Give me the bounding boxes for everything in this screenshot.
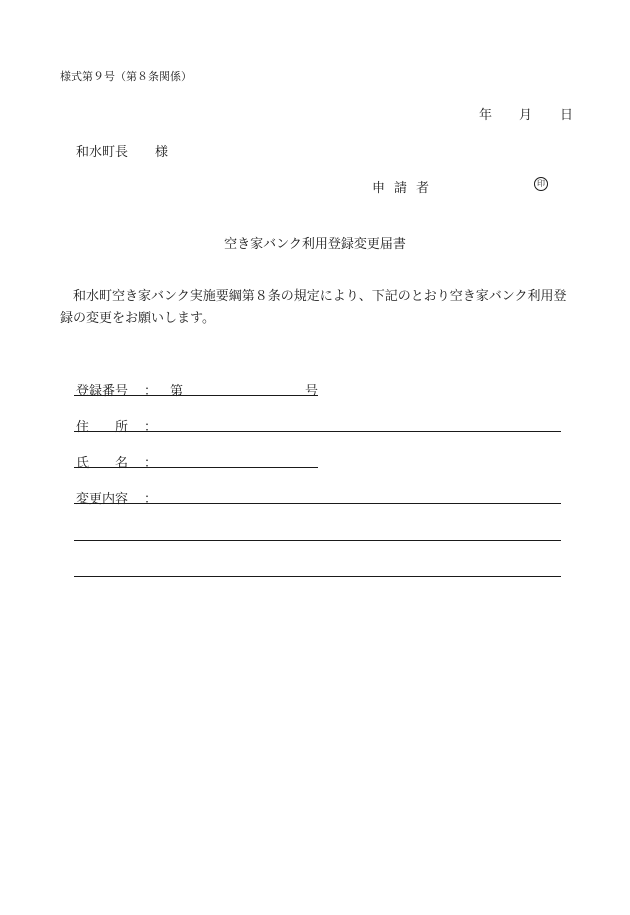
changes-label: 変更内容 [76,492,129,507]
addressee-name: 和水町長 [76,145,129,160]
changes-colon: ： [144,492,158,507]
address-underline[interactable] [74,431,561,432]
date-year-label: 年 [479,108,493,123]
registration-number-prefix: 第 [170,384,184,399]
date-day-label: 日 [560,108,574,123]
name-colon: ： [144,456,158,471]
document-title: 空き家バンク利用登録変更届書 [224,237,406,252]
seal-mark: 印 [534,177,548,191]
form-number: 様式第９号（第８条関係） [60,70,192,83]
registration-number-colon: ： [144,384,158,399]
registration-number-label: 登録番号 [76,384,129,399]
changes-underline-1[interactable] [74,503,561,504]
address-colon: ： [144,420,158,435]
body-paragraph: 和水町空き家バンク実施要綱第８条の規定により、下記のとおり空き家バンク利用登録の変更をお願いします。 [60,289,567,326]
name-underline[interactable] [74,467,318,468]
date-month-label: 月 [519,108,533,123]
addressee-suffix: 様 [155,145,169,160]
changes-underline-2[interactable] [74,540,561,541]
name-label: 氏 名 [76,456,129,471]
registration-number-suffix: 号 [305,384,319,399]
changes-underline-3[interactable] [74,576,561,577]
applicant-label: 申請者 [372,181,439,196]
registration-number-underline[interactable] [74,395,318,396]
address-label: 住 所 [76,420,129,435]
